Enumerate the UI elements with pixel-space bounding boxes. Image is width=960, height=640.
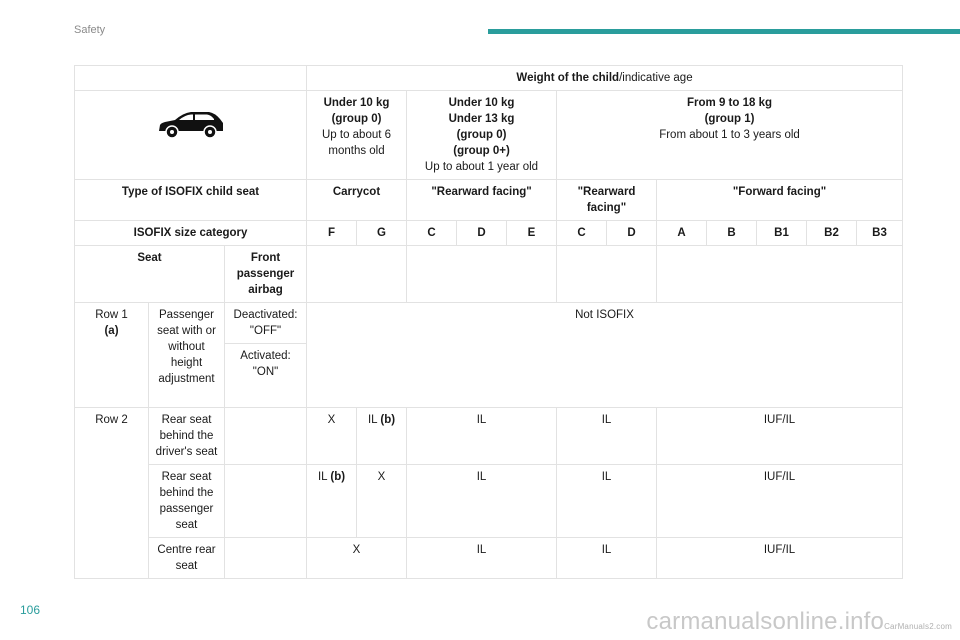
size-cell: D (607, 221, 657, 246)
size-cell: D (457, 221, 507, 246)
seat-header: Seat (75, 246, 225, 303)
row2-centre (75, 538, 903, 579)
size-cell: B (707, 221, 757, 246)
size-cell: E (507, 221, 557, 246)
size-cell: B2 (807, 221, 857, 246)
value-cell: IUF/IL (657, 465, 903, 538)
size-cell: C (557, 221, 607, 246)
weight-header: Weight of the child/indicative age (307, 66, 903, 91)
value-cell: IL (407, 408, 557, 465)
value-cell: IL (b) (357, 408, 407, 465)
value-cell: IL (407, 465, 557, 538)
value-cell: X (307, 408, 357, 465)
value-cell: IL (b) (307, 465, 357, 538)
value-cell: IL (557, 408, 657, 465)
airbag-header: Front passenger airbag (225, 246, 307, 303)
size-cell: B3 (857, 221, 903, 246)
group-0-cell: Under 10 kg (group 0) Up to about 6 months old (307, 91, 407, 180)
row2-label: Row 2 (75, 408, 149, 579)
group-0plus-cell: Under 10 kg Under 13 kg (group 0) (group 0+) Up to about 1 year old (407, 91, 557, 180)
vehicle-cell (75, 91, 307, 180)
page-number: 106 (20, 603, 41, 617)
value-cell: IL (557, 538, 657, 579)
group-1-cell: From 9 to 18 kg (group 1) From about 1 to 3 years old (557, 91, 903, 180)
value-cell: X (357, 465, 407, 538)
rearward-label: "Rearward facing" (407, 180, 557, 221)
size-cell: F (307, 221, 357, 246)
row1-label: Row 1 (a) (75, 303, 149, 408)
value-cell: X (307, 538, 407, 579)
isofix-table (74, 65, 903, 579)
seat-type-row (75, 180, 903, 221)
value-cell: IL (557, 465, 657, 538)
airbag-deactivated: Deactivated: "OFF" (225, 303, 307, 344)
size-cell: B1 (757, 221, 807, 246)
seat-type-label: Type of ISOFIX child seat (75, 180, 307, 221)
not-isofix-cell: Not ISOFIX (307, 303, 903, 408)
value-cell: IUF/IL (657, 408, 903, 465)
passenger-seat-cell: Passenger seat with or without height adjustment (149, 303, 225, 408)
value-cell: IUF/IL (657, 538, 903, 579)
group-row (75, 91, 903, 180)
size-cell: A (657, 221, 707, 246)
seat-header-row (75, 246, 903, 303)
rearward-label-2: "Rearward facing" (557, 180, 657, 221)
header-accent-bar (488, 29, 960, 34)
row2-driver-side (75, 408, 903, 465)
seat-name: Rear seat behind the passenger seat (149, 465, 225, 538)
size-cell: C (407, 221, 457, 246)
value-cell: IL (407, 538, 557, 579)
carrycot-label: Carrycot (307, 180, 407, 221)
car-icon (157, 109, 225, 139)
seat-name: Rear seat behind the driver's seat (149, 408, 225, 465)
forward-label: "Forward facing" (657, 180, 903, 221)
size-cell: G (357, 221, 407, 246)
seat-name: Centre rear seat (149, 538, 225, 579)
size-category-row (75, 221, 903, 246)
watermark: carmanualsonline.infoCarManuals2.com (646, 608, 952, 635)
airbag-activated: Activated: "ON" (225, 344, 307, 408)
row1-deactivated (75, 303, 903, 344)
weight-header-row (75, 66, 903, 91)
size-category-label: ISOFIX size category (75, 221, 307, 246)
section-title: Safety (74, 24, 106, 36)
row2-passenger-side (75, 465, 903, 538)
